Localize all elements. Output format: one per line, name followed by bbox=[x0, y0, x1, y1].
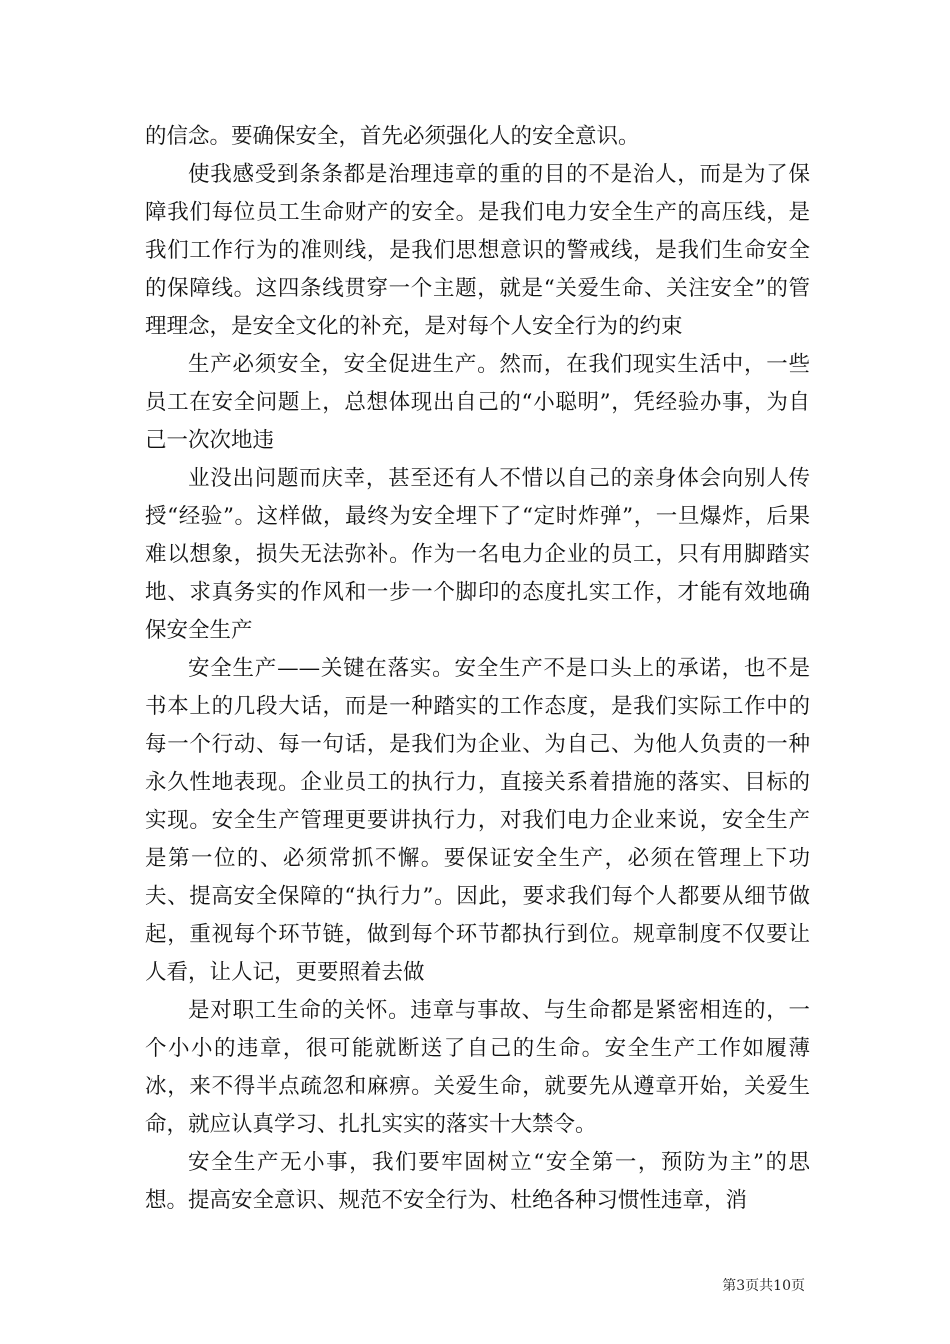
document-body bbox=[145, 118, 810, 1220]
paragraph-2: 使我感受到条条都是治理违章的重的目的不是治人，而是为了保障我们每位员工生命财产的安全。是我们电力安全生产的高压线，是我们工作行为的准则线，是我们思想意识的警戒线，是我们生命安全的保障线。这四条线贯穿一个主题，就是“关爱生命、关注安全”的管理理念，是安全文化的补充，是对每个人安全行为的约束 bbox=[145, 162, 810, 339]
page-number: 第3页共10页 bbox=[722, 1278, 805, 1294]
paragraph-6: 是对职工生命的关怀。违章与事故、与生命都是紧密相连的，一个小小的违章，很可能就断送了自己的生命。安全生产工作如履薄冰，来不得半点疏忽和麻痹。关爱生命，就要先从遵章开始，关爱生命，就应认真学习、扎扎实实的落实十大禁令。 bbox=[145, 998, 810, 1137]
paragraph-1: 的信念。要确保安全，首先必须强化人的安全意识。 bbox=[145, 124, 640, 149]
paragraph-7: 安全生产无小事，我们要牢固树立“安全第一，预防为主”的思想。提高安全意识、规范不安全行为、杜绝各种习惯性违章，消 bbox=[145, 1150, 810, 1213]
paragraph-4: 业没出问题而庆幸，甚至还有人不惜以自己的亲身体会向别人传授“经验”。这样做，最终为安全埋下了“定时炸弹”，一旦爆炸，后果难以想象，损失无法弥补。作为一名电力企业的员工，只有用脚踏实地、求真务实的作风和一步一个脚印的态度扎实工作，才能有效地确保安全生产 bbox=[145, 466, 810, 643]
paragraph-3: 生产必须安全，安全促进生产。然而，在我们现实生活中，一些员工在安全问题上，总想体现出自己的“小聪明”，凭经验办事，为自己一次次地违 bbox=[145, 352, 810, 453]
paragraph-5: 安全生产——关键在落实。安全生产不是口头上的承诺，也不是书本上的几段大话，而是一种踏实的工作态度，是我们实际工作中的每一个行动、每一句话，是我们为企业、为自己、为他人负责的一种永久性地表现。企业员工的执行力，直接关系着措施的落实、目标的实现。安全生产管理更要讲执行力，对我们电力企业来说，安全生产是第一位的、必须常抓不懈。要保证安全生产，必须在管理上下功夫、提高安全保障的“执行力”。因此，要求我们每个人都要从细节做起，重视每个环节链，做到每个环节都执行到位。规章制度不仅要让人看，让人记，更要照着去做 bbox=[145, 656, 810, 985]
